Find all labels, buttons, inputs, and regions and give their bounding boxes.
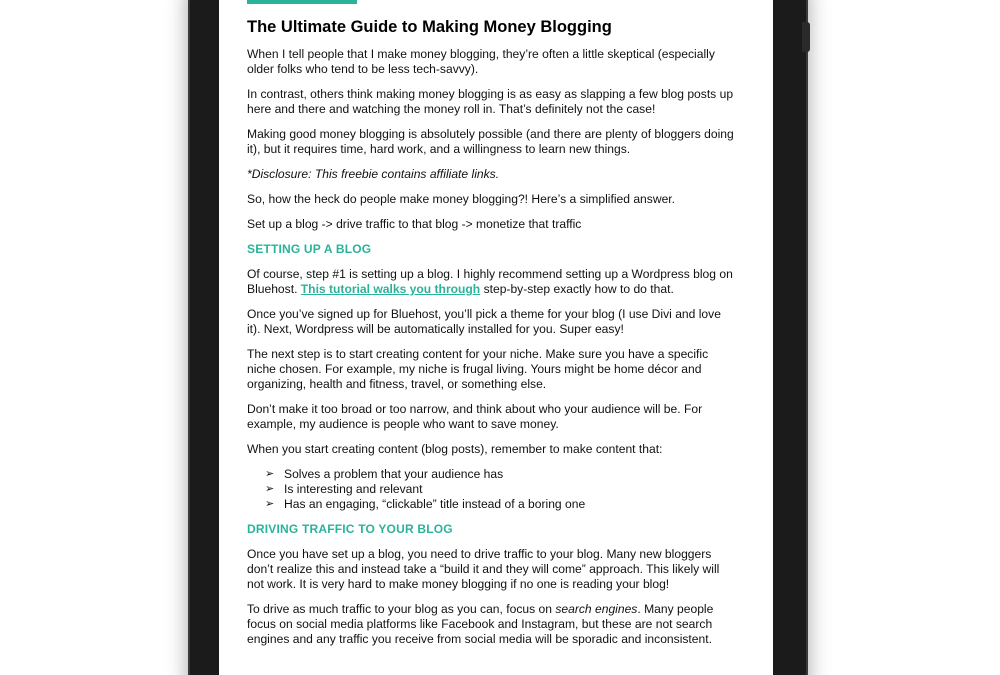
list-item-text: Solves a problem that your audience has <box>284 467 504 481</box>
list-item <box>265 467 737 482</box>
question-paragraph: So, how the heck do people make money blogging?! Here’s a simplified answer. <box>247 192 676 206</box>
section-heading-traffic: DRIVING TRAFFIC TO YOUR BLOG <box>247 522 453 536</box>
disclosure-note: *Disclosure: This freebie contains affiliate links. <box>247 167 500 181</box>
arrow-bullet-icon: ➢ <box>265 468 275 480</box>
content-tips-list <box>247 467 737 512</box>
document-body <box>247 17 737 657</box>
traffic-p2-text-before: To drive as much traffic to your blog as you can, focus on <box>247 602 556 616</box>
arrow-bullet-icon: ➢ <box>265 498 275 510</box>
setup-paragraph-4: Don’t make it too broad or too narrow, and think about who your audience will be. For example, my audience is people who want to save money. <box>247 402 703 431</box>
list-item-text: Has an engaging, “clickable” title instead of a boring one <box>284 497 586 511</box>
setup-p1-text-after: step-by-step exactly how to do that. <box>480 282 674 296</box>
section-heading-setup: SETTING UP A BLOG <box>247 242 372 256</box>
tutorial-link[interactable]: This tutorial walks you through <box>300 282 481 296</box>
search-engines-emphasis: search engines <box>555 602 638 616</box>
setup-p1-text-before: Of course, step #1 is setting up a blog. I highly recommend setting up a Wordpress blog on Bluehost. <box>247 267 733 296</box>
setup-paragraph-5: When you start creating content (blog posts), remember to make content that: <box>247 442 663 456</box>
list-item <box>265 497 737 512</box>
list-item-text: Is interesting and relevant <box>284 482 423 496</box>
setup-paragraph-1 <box>247 267 737 297</box>
traffic-paragraph-2 <box>247 602 737 647</box>
arrow-bullet-icon: ➢ <box>265 483 275 495</box>
header-accent-bar <box>247 0 357 4</box>
document-title: The Ultimate Guide to Making Money Blogging <box>247 18 612 36</box>
traffic-paragraph-1: Once you have set up a blog, you need to drive traffic to your blog. Many new bloggers don’t realize this and instead take a “build it and they will come” approach. This likely will not work. It is very hard to make money blogging if no one is reading your blog! <box>247 547 720 591</box>
intro-paragraph-3: Making good money blogging is absolutely possible (and there are plenty of bloggers doing it), but it requires time, hard work, and a willingness to learn new things. <box>247 127 734 156</box>
traffic-p2-text-after: . Many people focus on social media platforms like Facebook and Instagram, but these are not search engines and any traffic you receive from social media will be sporadic and inconsistent. <box>247 602 714 646</box>
intro-paragraph-1: When I tell people that I make money blogging, they’re often a little skeptical (especially older folks who tend to be less tech-savvy). <box>247 47 715 76</box>
tablet-side-button <box>802 22 810 52</box>
tablet-screen <box>219 0 773 675</box>
formula-paragraph: Set up a blog -> drive traffic to that blog -> monetize that traffic <box>247 217 582 231</box>
setup-paragraph-3: The next step is to start creating content for your niche. Make sure you have a specific niche chosen. For example, my niche is frugal living. Yours might be home décor and organizing, health and fitness, travel, or something else. <box>247 347 709 391</box>
setup-paragraph-2: Once you’ve signed up for Bluehost, you’ll pick a theme for your blog (I use Divi and love it). Next, Wordpress will be automatically installed for you. Super easy! <box>247 307 721 336</box>
intro-paragraph-2: In contrast, others think making money blogging is as easy as slapping a few blog posts up here and there and watching the money roll in. That’s definitely not the case! <box>247 87 734 116</box>
list-item <box>265 482 737 497</box>
